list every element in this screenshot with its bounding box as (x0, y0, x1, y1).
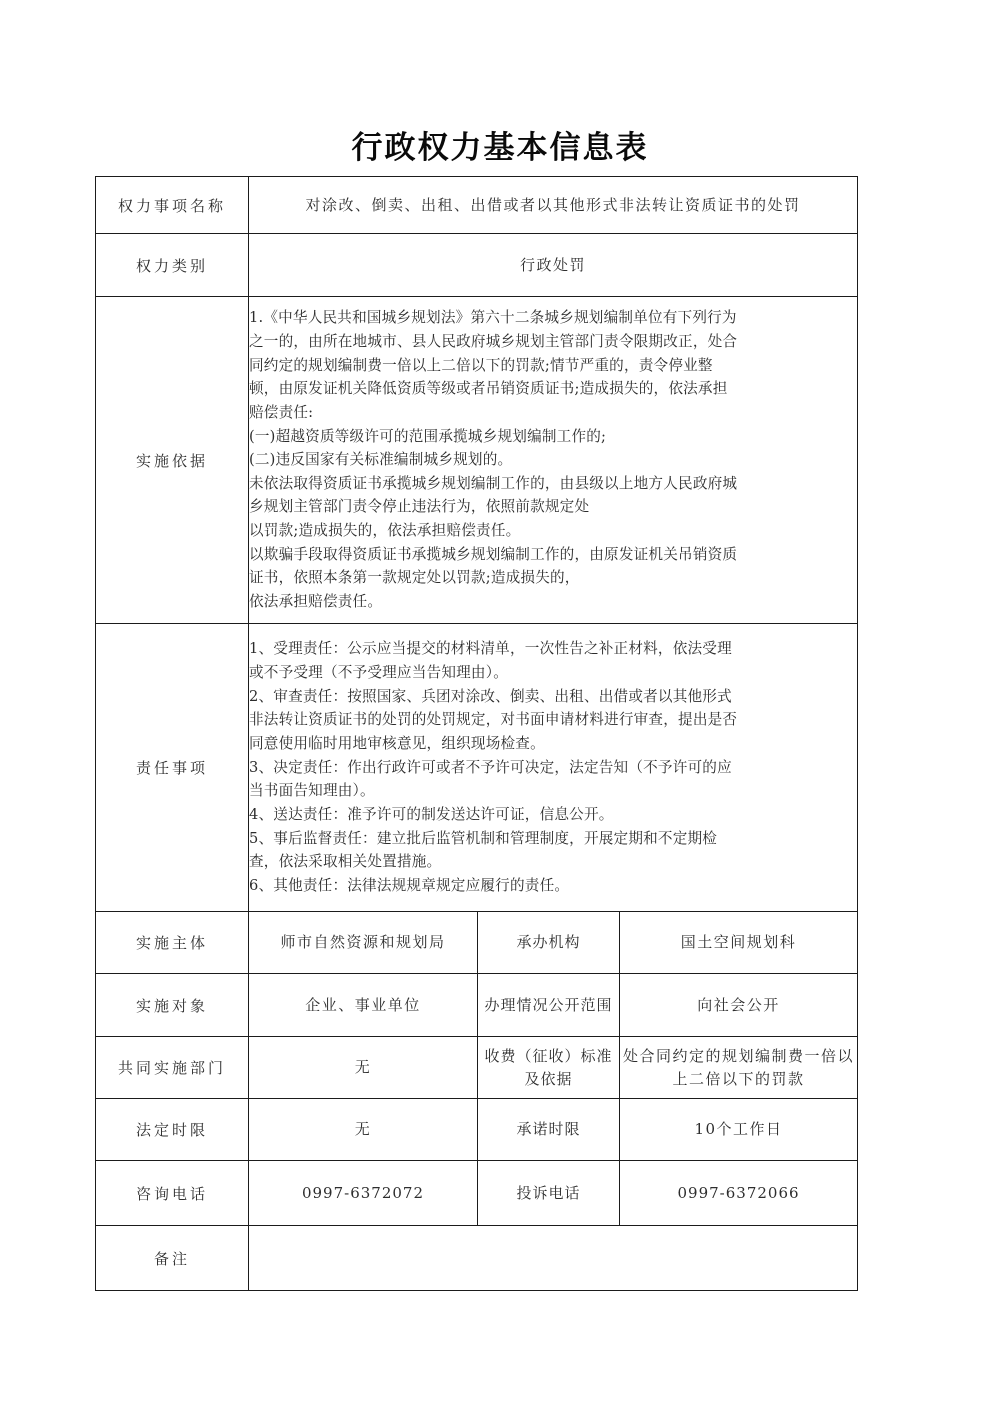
table-row-target (96, 974, 858, 1037)
text-line: 以罚款;造成损失的，依法承担赔偿责任。 (249, 522, 521, 540)
text-line: 以欺骗手段取得资质证书承揽城乡规划编制工作的，由原发证机关吊销资质 (249, 545, 738, 563)
row-value-handling-agency: 国土空间规划科 (620, 912, 858, 974)
text-line: 1.《中华人民共和国城乡规划法》第六十二条城乡规划编制单位有下列行为 (249, 309, 737, 327)
text-line: 6、其他责任：法律法规规章规定应履行的责任。 (249, 876, 570, 894)
text-line: 赔偿责任: (249, 403, 314, 421)
table-row-joint-departments (96, 1037, 858, 1099)
row-value-remarks (249, 1226, 858, 1291)
row-value-joint-departments: 无 (249, 1037, 478, 1099)
row-label-responsibilities: 责任事项 (96, 624, 249, 912)
text-line: 同意使用临时用地审核意见，组织现场检查。 (249, 735, 545, 753)
row-value-complaint-phone: 0997-6372066 (620, 1161, 858, 1226)
row-label-remarks: 备注 (96, 1226, 249, 1291)
row-label-fee-standard: 收费（征收）标准及依据 (478, 1037, 620, 1099)
row-value-responsibilities (249, 624, 858, 912)
row-value-promised-limit: 10个工作日 (620, 1099, 858, 1161)
text-line: 乡规划主管部门责令停止违法行为，依照前款规定处 (249, 498, 590, 516)
row-label-power-category: 权力类别 (96, 234, 249, 297)
text-line: 非法转让资质证书的处罚的处罚规定，对书面申请材料进行审查，提出是否 (249, 711, 738, 729)
text-line: 同约定的规划编制费一倍以上二倍以下的罚款;情节严重的，责令停业整 (249, 356, 713, 374)
text-line: 查，依法采取相关处置措施。 (249, 853, 442, 871)
row-value-disclosure-scope: 向社会公开 (620, 974, 858, 1037)
row-label-promised-limit: 承诺时限 (478, 1099, 620, 1161)
table-row-legal-basis (96, 297, 858, 624)
row-value-consult-phone: 0997-6372072 (249, 1161, 478, 1226)
row-value-statutory-limit: 无 (249, 1099, 478, 1161)
row-label-complaint-phone: 投诉电话 (478, 1161, 620, 1226)
table-row-responsibilities (96, 624, 858, 912)
text-line: 3、决定责任：作出行政许可或者不予许可决定，法定告知（不予许可的应 (249, 758, 732, 776)
row-label-implementing-body: 实施主体 (96, 912, 249, 974)
row-value-implementing-body: 师市自然资源和规划局 (249, 912, 478, 974)
text-line: 2、审查责任：按照国家、兵团对涂改、倒卖、出租、出借或者以其他形式 (249, 687, 732, 705)
row-value-legal-basis (249, 297, 858, 624)
page-title: 行政权力基本信息表 (351, 130, 649, 166)
text-line: (二)违反国家有关标准编制城乡规划的。 (249, 451, 513, 469)
row-label-legal-basis: 实施依据 (96, 297, 249, 624)
row-label-joint-departments: 共同实施部门 (96, 1037, 249, 1099)
text-line: 未依法取得资质证书承揽城乡规划编制工作的，由县级以上地方人民政府城 (249, 474, 738, 492)
text-line: 5、事后监督责任：建立批后监管机制和管理制度，开展定期和不定期检 (249, 829, 718, 847)
text-line: 4、送达责任：准予许可的制发送达许可证，信息公开。 (249, 805, 614, 823)
row-value-item-name: 对涂改、倒卖、出租、出借或者以其他形式非法转让资质证书的处罚 (249, 177, 858, 234)
text-line: 依法承担赔偿责任。 (249, 593, 383, 611)
text-line: 之一的，由所在地城市、县人民政府城乡规划主管部门责令限期改正，处合 (249, 332, 738, 350)
text-line: (一)超越资质等级许可的范围承揽城乡规划编制工作的; (249, 427, 607, 445)
row-label-item-name: 权力事项名称 (96, 177, 249, 234)
text-line: 证书，依照本条第一款规定处以罚款;造成损失的， (249, 569, 580, 587)
row-label-target: 实施对象 (96, 974, 249, 1037)
text-line: 1、受理责任：公示应当提交的材料清单，一次性告之补正材料，依法受理 (249, 640, 732, 658)
table-row-implementing-body (96, 912, 858, 974)
table-row-statutory-limit (96, 1099, 858, 1161)
row-value-target: 企业、事业单位 (249, 974, 478, 1037)
text-line: 顿，由原发证机关降低资质等级或者吊销资质证书;造成损失的，依法承担 (249, 380, 728, 398)
row-label-consult-phone: 咨询电话 (96, 1161, 249, 1226)
table-row-power-category (96, 234, 858, 297)
row-value-fee-standard: 处合同约定的规划编制费一倍以上二倍以下的罚款 (620, 1037, 858, 1099)
row-label-disclosure-scope: 办理情况公开范围 (478, 974, 620, 1037)
text-line: 当书面告知理由）。 (249, 782, 375, 800)
table-row-item-name (96, 177, 858, 234)
table-row-consult-phone (96, 1161, 858, 1226)
row-label-statutory-limit: 法定时限 (96, 1099, 249, 1161)
table-row-remarks (96, 1226, 858, 1291)
row-value-power-category: 行政处罚 (249, 234, 858, 297)
administrative-power-info-table (95, 176, 858, 1291)
row-label-handling-agency: 承办机构 (478, 912, 620, 974)
text-line: 或不予受理（不予受理应当告知理由）。 (249, 664, 508, 682)
